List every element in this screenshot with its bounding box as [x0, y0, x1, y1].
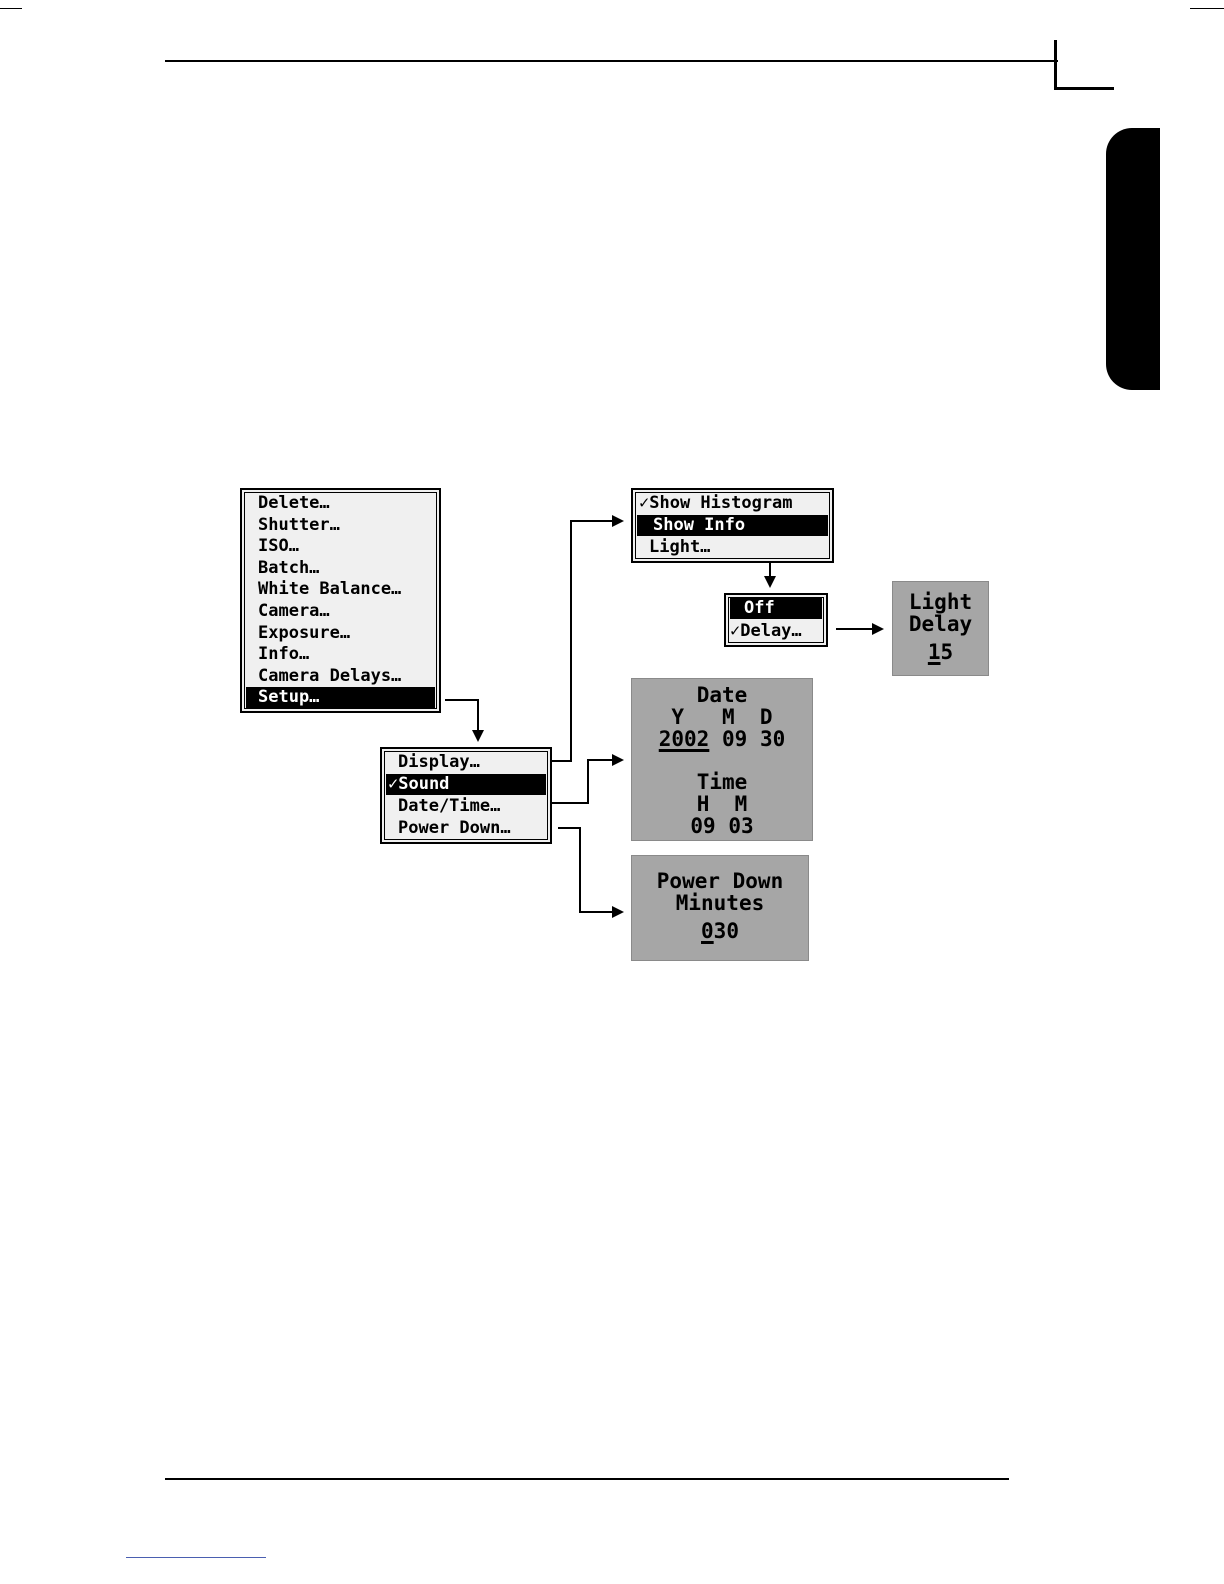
power-down-panel [631, 855, 809, 961]
date-year: 2002 [658, 727, 710, 751]
menu-item-show-info[interactable]: Show Info [637, 515, 828, 536]
main-menu [240, 488, 441, 713]
light-delay-value[interactable] [893, 641, 988, 663]
date-label: Date [696, 683, 748, 707]
menu-item-camera[interactable]: Camera… [258, 601, 330, 621]
light-delay-line2: Delay [908, 612, 973, 636]
light-delay-panel [892, 581, 989, 676]
menu-item-show-histogram[interactable]: ✓Show Histogram [639, 493, 793, 513]
date-time-panel [631, 678, 813, 841]
time-hm-header: H M [696, 792, 748, 816]
display-menu [631, 488, 834, 563]
arrow-power [558, 828, 622, 912]
menu-item-date-time[interactable]: Date/Time… [398, 796, 501, 816]
time-value[interactable] [632, 815, 812, 837]
power-down-line2: Minutes [675, 891, 765, 915]
arrow-display [506, 521, 622, 761]
menu-item-setup[interactable]: Setup… [246, 687, 435, 708]
menu-item-camera-delays[interactable]: Camera Delays… [258, 665, 402, 686]
setup-menu [380, 747, 552, 844]
power-down-value-rest: 30 [713, 919, 739, 943]
date-value[interactable] [632, 728, 812, 750]
date-ymd-header: Y M D [671, 705, 773, 729]
light-delay-value-rest: 5 [940, 640, 954, 664]
menu-item-info[interactable]: Info… [258, 644, 310, 665]
menu-item-shutter[interactable]: Shutter… [258, 514, 340, 535]
menu-item-display[interactable]: Display… [398, 752, 480, 772]
menu-item-sound[interactable]: ✓Sound [386, 774, 546, 795]
light-delay-line1: Light [908, 590, 973, 614]
time-hour: 09 [690, 814, 716, 838]
menu-item-delay[interactable]: ✓Delay… [730, 621, 802, 641]
date-day: 30 [759, 727, 786, 751]
menu-item-white-balance[interactable]: White Balance… [258, 579, 402, 600]
menu-item-batch[interactable]: Batch… [258, 557, 320, 578]
menu-item-power-down[interactable]: Power Down… [398, 818, 511, 838]
menu-item-iso[interactable]: ISO… [258, 536, 299, 557]
power-down-cursor-digit: 0 [701, 919, 714, 943]
light-menu [724, 593, 828, 647]
time-label: Time [696, 770, 748, 794]
menu-item-off[interactable]: Off [730, 598, 822, 619]
menu-item-exposure[interactable]: Exposure… [258, 622, 351, 643]
date-month: 09 [721, 727, 748, 751]
power-down-value[interactable] [632, 920, 808, 942]
time-minute: 03 [728, 814, 754, 838]
menu-item-delete[interactable]: Delete… [258, 493, 330, 513]
light-delay-cursor-digit: 1 [927, 640, 941, 664]
power-down-line1: Power Down [656, 869, 784, 893]
arrow-setup [445, 700, 478, 740]
menu-item-light[interactable]: Light… [649, 537, 711, 557]
